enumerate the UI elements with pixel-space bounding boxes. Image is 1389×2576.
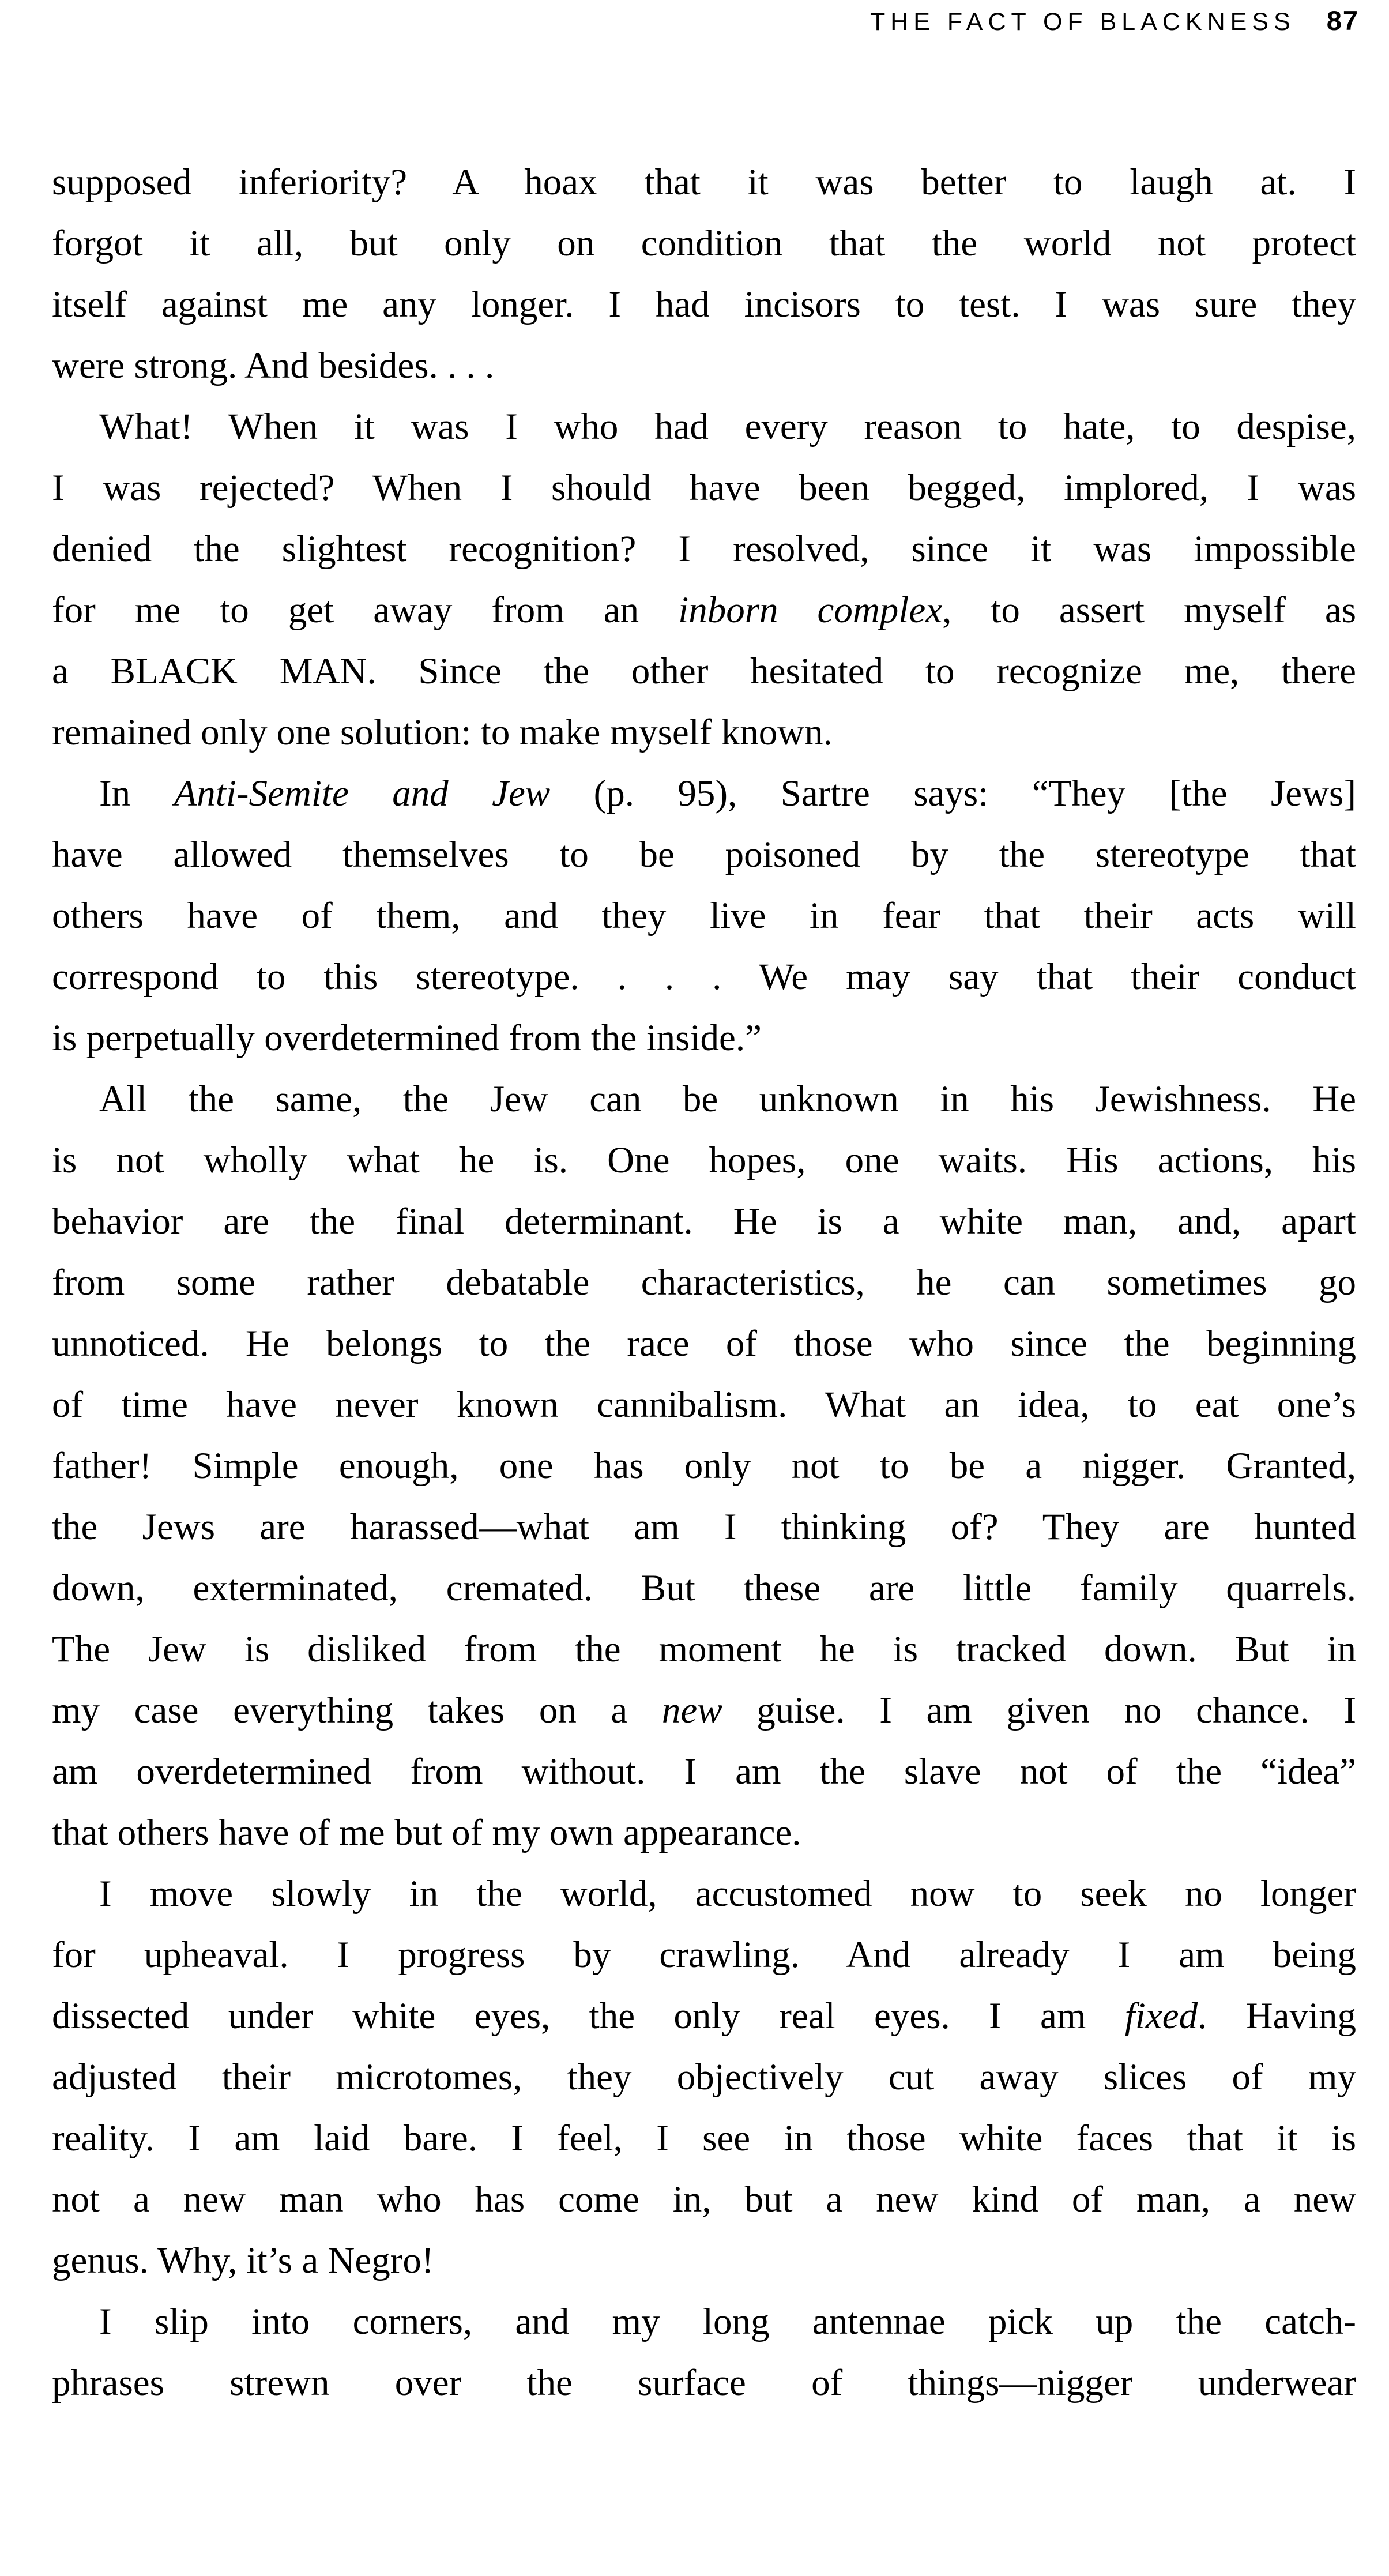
text-line: supposed inferiority? A hoax that it was better to laugh at. I [52,161,1356,203]
text-line: dissected under white eyes, the only real eyes. I am fixed. Having [52,1995,1356,2037]
text-line: father! Simple enough, one has only not to be a nigger. Granted, [52,1445,1356,1487]
text-line: I was rejected? When I should have been begged, implored, I was [52,467,1356,509]
text-line: itself against me any longer. I had incisors to test. I was sure they [52,284,1356,325]
text-line: All the same, the Jew can be unknown in his Jewishness. He [99,1078,1356,1120]
text-line: denied the slightest recognition? I resolved, since it was impossible [52,528,1356,570]
text-line: is perpetually overdetermined from the inside.” [52,1017,762,1059]
text-line: genus. Why, it’s a Negro! [52,2240,434,2281]
text-line: my case everything takes on a new guise. I am given no chance. I [52,1690,1356,1731]
text-line: am overdetermined from without. I am the slave not of the “idea” [52,1751,1356,1792]
text-line: adjusted their microtomes, they objectively cut away slices of my [52,2056,1356,2098]
text-line: a BLACK MAN. Since the other hesitated to recognize me, there [52,650,1356,692]
text-line: phrases strewn over the surface of things—nigger underwear [52,2362,1356,2404]
paragraph [52,2291,1356,2413]
chapter-title: THE FACT OF BLACKNESS [869,8,1296,36]
text-line: reality. I am laid bare. I feel, I see in those white faces that it is [52,2118,1356,2159]
running-head [0,5,1359,36]
text-line: correspond to this stereotype. . . . We may say that their conduct [52,956,1356,998]
text-line: have allowed themselves to be poisoned by the stereotype that [52,834,1356,875]
text-line: forgot it all, but only on condition that the world not protect [52,223,1356,264]
text-line: that others have of me but of my own appearance. [52,1812,801,1853]
text-line: I slip into corners, and my long antennae pick up the catch- [99,2301,1356,2342]
paragraph [52,1863,1356,2291]
text-line: others have of them, and they live in fear that their acts will [52,895,1356,937]
text-line: What! When it was I who had every reason to hate, to despise, [99,406,1356,447]
text-line: for upheaval. I progress by crawling. And already I am being [52,1934,1356,1976]
page-body [52,152,1356,2413]
text-line: is not wholly what he is. One hopes, one waits. His actions, his [52,1140,1356,1181]
paragraph [52,763,1356,1069]
text-line: behavior are the final determinant. He is a white man, and, apart [52,1201,1356,1242]
text-line: down, exterminated, cremated. But these are little family quarrels. [52,1567,1356,1609]
text-line: of time have never known cannibalism. What an idea, to eat one’s [52,1384,1356,1426]
page-number: 87 [1326,5,1359,36]
text-line: I move slowly in the world, accustomed now to seek no longer [99,1873,1356,1915]
paragraph [52,152,1356,396]
paragraph [52,396,1356,763]
text-line: The Jew is disliked from the moment he is tracked down. But in [52,1629,1356,1670]
text-line: from some rather debatable characteristics, he can sometimes go [52,1262,1356,1303]
paragraph [52,1069,1356,1863]
text-line: were strong. And besides. . . . [52,345,495,386]
text-line: not a new man who has come in, but a new kind of man, a new [52,2179,1356,2220]
text-line: remained only one solution: to make myself known. [52,712,833,753]
text-line: the Jews are harassed—what am I thinking of? They are hunted [52,1506,1356,1548]
text-line: unnoticed. He belongs to the race of those who since the beginning [52,1323,1356,1364]
text-line: In Anti-Semite and Jew (p. 95), Sartre says: “They [the Jews] [99,773,1356,814]
text-line: for me to get away from an inborn complex, to assert myself as [52,589,1357,631]
